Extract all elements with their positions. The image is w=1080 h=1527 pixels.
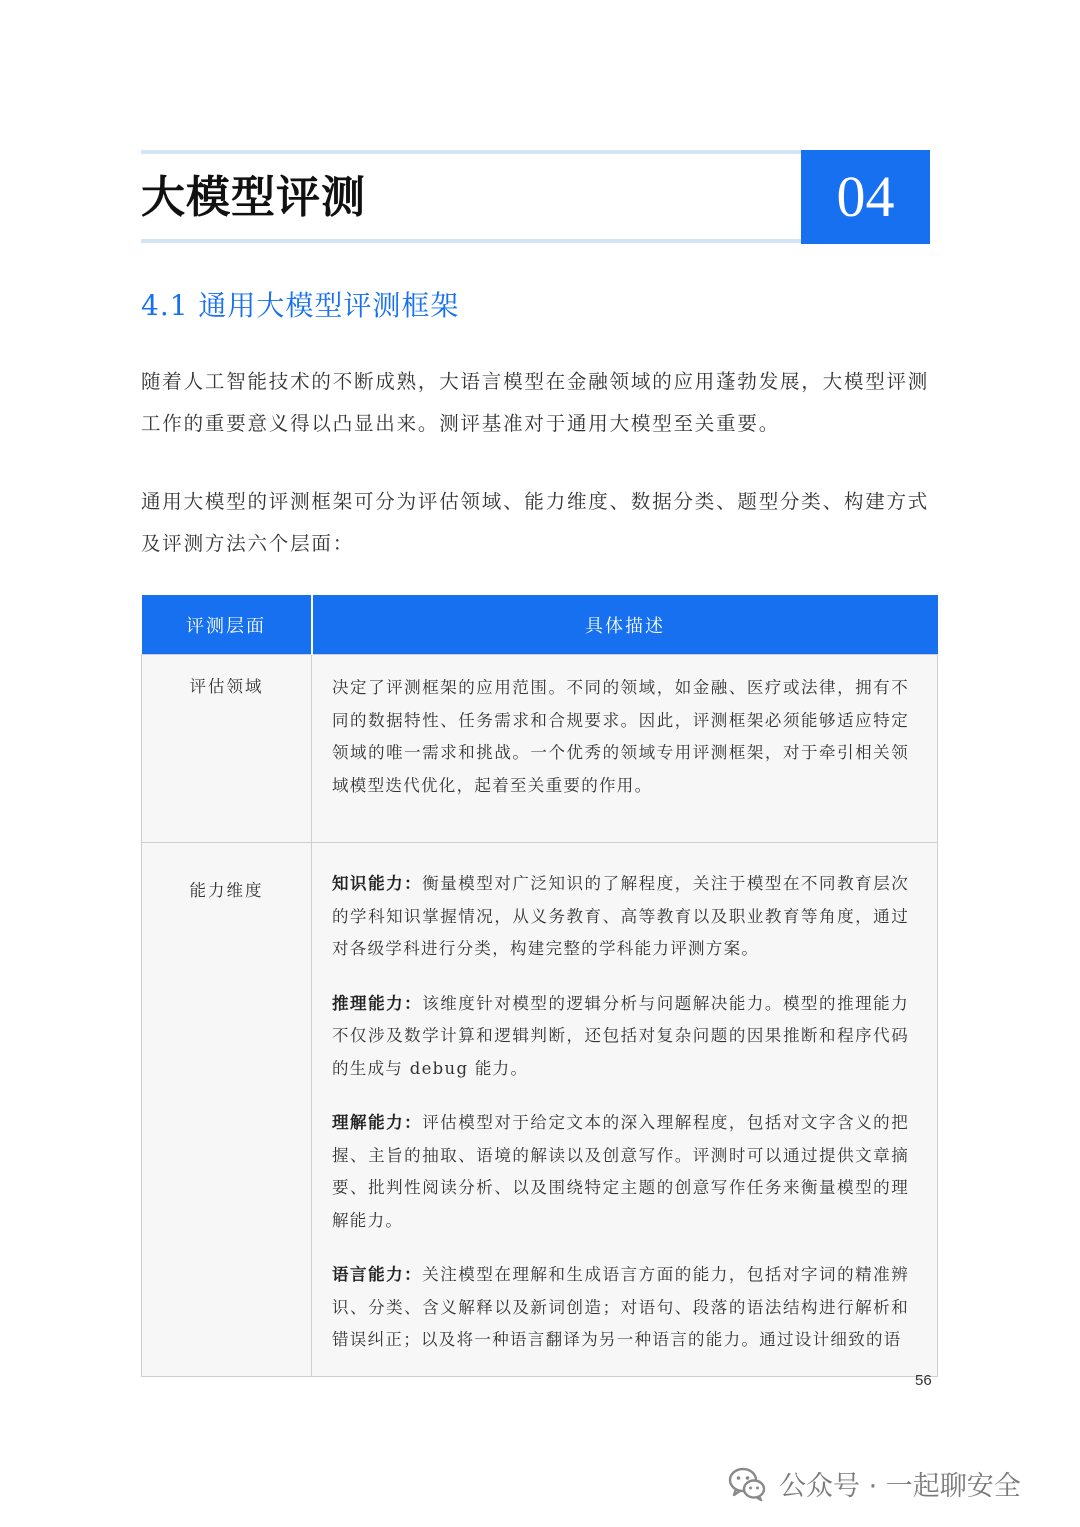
capability-label: 理解能力： (332, 1113, 423, 1132)
section-heading: 4.1 通用大模型评测框架 (141, 289, 460, 322)
wechat-icon (727, 1463, 767, 1503)
chapter-header (141, 150, 930, 244)
evaluation-layer-table (141, 595, 938, 1377)
chapter-title: 大模型评测 (141, 172, 366, 223)
capability-text: 该维度针对模型的逻辑分析与问题解决能力。模型的推理能力不仅涉及数学计算和逻辑判断，还包括对复杂问题的因果推断和程序代码的生成与 debug 能力。 (332, 993, 909, 1078)
chapter-number: 04 (801, 150, 930, 244)
capability-item (332, 1259, 909, 1357)
capability-label: 知识能力： (332, 874, 423, 893)
watermark-text: 公众号 · 一起聊安全 (779, 1470, 1021, 1502)
description-cell: 决定了评测框架的应用范围。不同的领域，如金融、医疗或法律，拥有不同的数据特性、任务需求和合规要求。因此，评测框架必须能够适应特定领域的唯一需求和挑战。一个优秀的领域专用评测框架，对于牵引相关领域模型迭代优化，起着至关重要的作用。 (312, 655, 938, 843)
page-number: 56 (915, 1372, 932, 1389)
capability-item (332, 868, 909, 966)
capability-text: 衡量模型对广泛知识的了解程度，关注于模型在不同教育层次的学科知识掌握情况，从义务教育、高等教育以及职业教育等角度，通过对各级学科进行分类，构建完整的学科能力评测方案。 (332, 874, 909, 958)
capability-item (332, 1107, 909, 1237)
intro-paragraph: 随着人工智能技术的不断成熟，大语言模型在金融领域的应用蓬勃发展，大模型评测工作的重要意义得以凸显出来。测评基准对于通用大模型至关重要。 (141, 370, 930, 435)
capability-item (332, 988, 909, 1086)
chapter-rule-bottom (141, 239, 801, 243)
description-clip (332, 868, 909, 1366)
header-description: 具体描述 (312, 595, 938, 655)
watermark (727, 1460, 1021, 1506)
framework-paragraph: 通用大模型的评测框架可分为评估领域、能力维度、数据分类、题型分类、构建方式及评测方法六个层面： (141, 490, 930, 555)
capability-text: 关注模型在理解和生成语言方面的能力，包括对字词的精准辨识、分类、含义解释以及新词创造；对语句、段落的语法结构进行解析和错误纠正；以及将一种语言翻译为另一种语言的能力。通过设计细致的语 (332, 1265, 909, 1349)
layer-cell: 能力维度 (142, 843, 312, 1377)
capability-label: 推理能力： (332, 993, 423, 1013)
capability-label: 语言能力： (332, 1265, 423, 1284)
header-layer: 评测层面 (142, 595, 312, 655)
capability-text: 评估模型对于给定文本的深入理解程度，包括对文字含义的把握、主旨的抽取、语境的解读以及创意写作。评测时可以通过提供文章摘要、批判性阅读分析、以及围绕特定主题的创意写作任务来衡量模型的理解能力。 (332, 1113, 909, 1230)
description-cell (312, 843, 938, 1377)
chapter-rule-top (141, 150, 801, 154)
table-row (142, 843, 938, 1377)
table-row (142, 655, 938, 843)
layer-cell: 评估领域 (142, 655, 312, 843)
table-header-row (142, 595, 938, 655)
